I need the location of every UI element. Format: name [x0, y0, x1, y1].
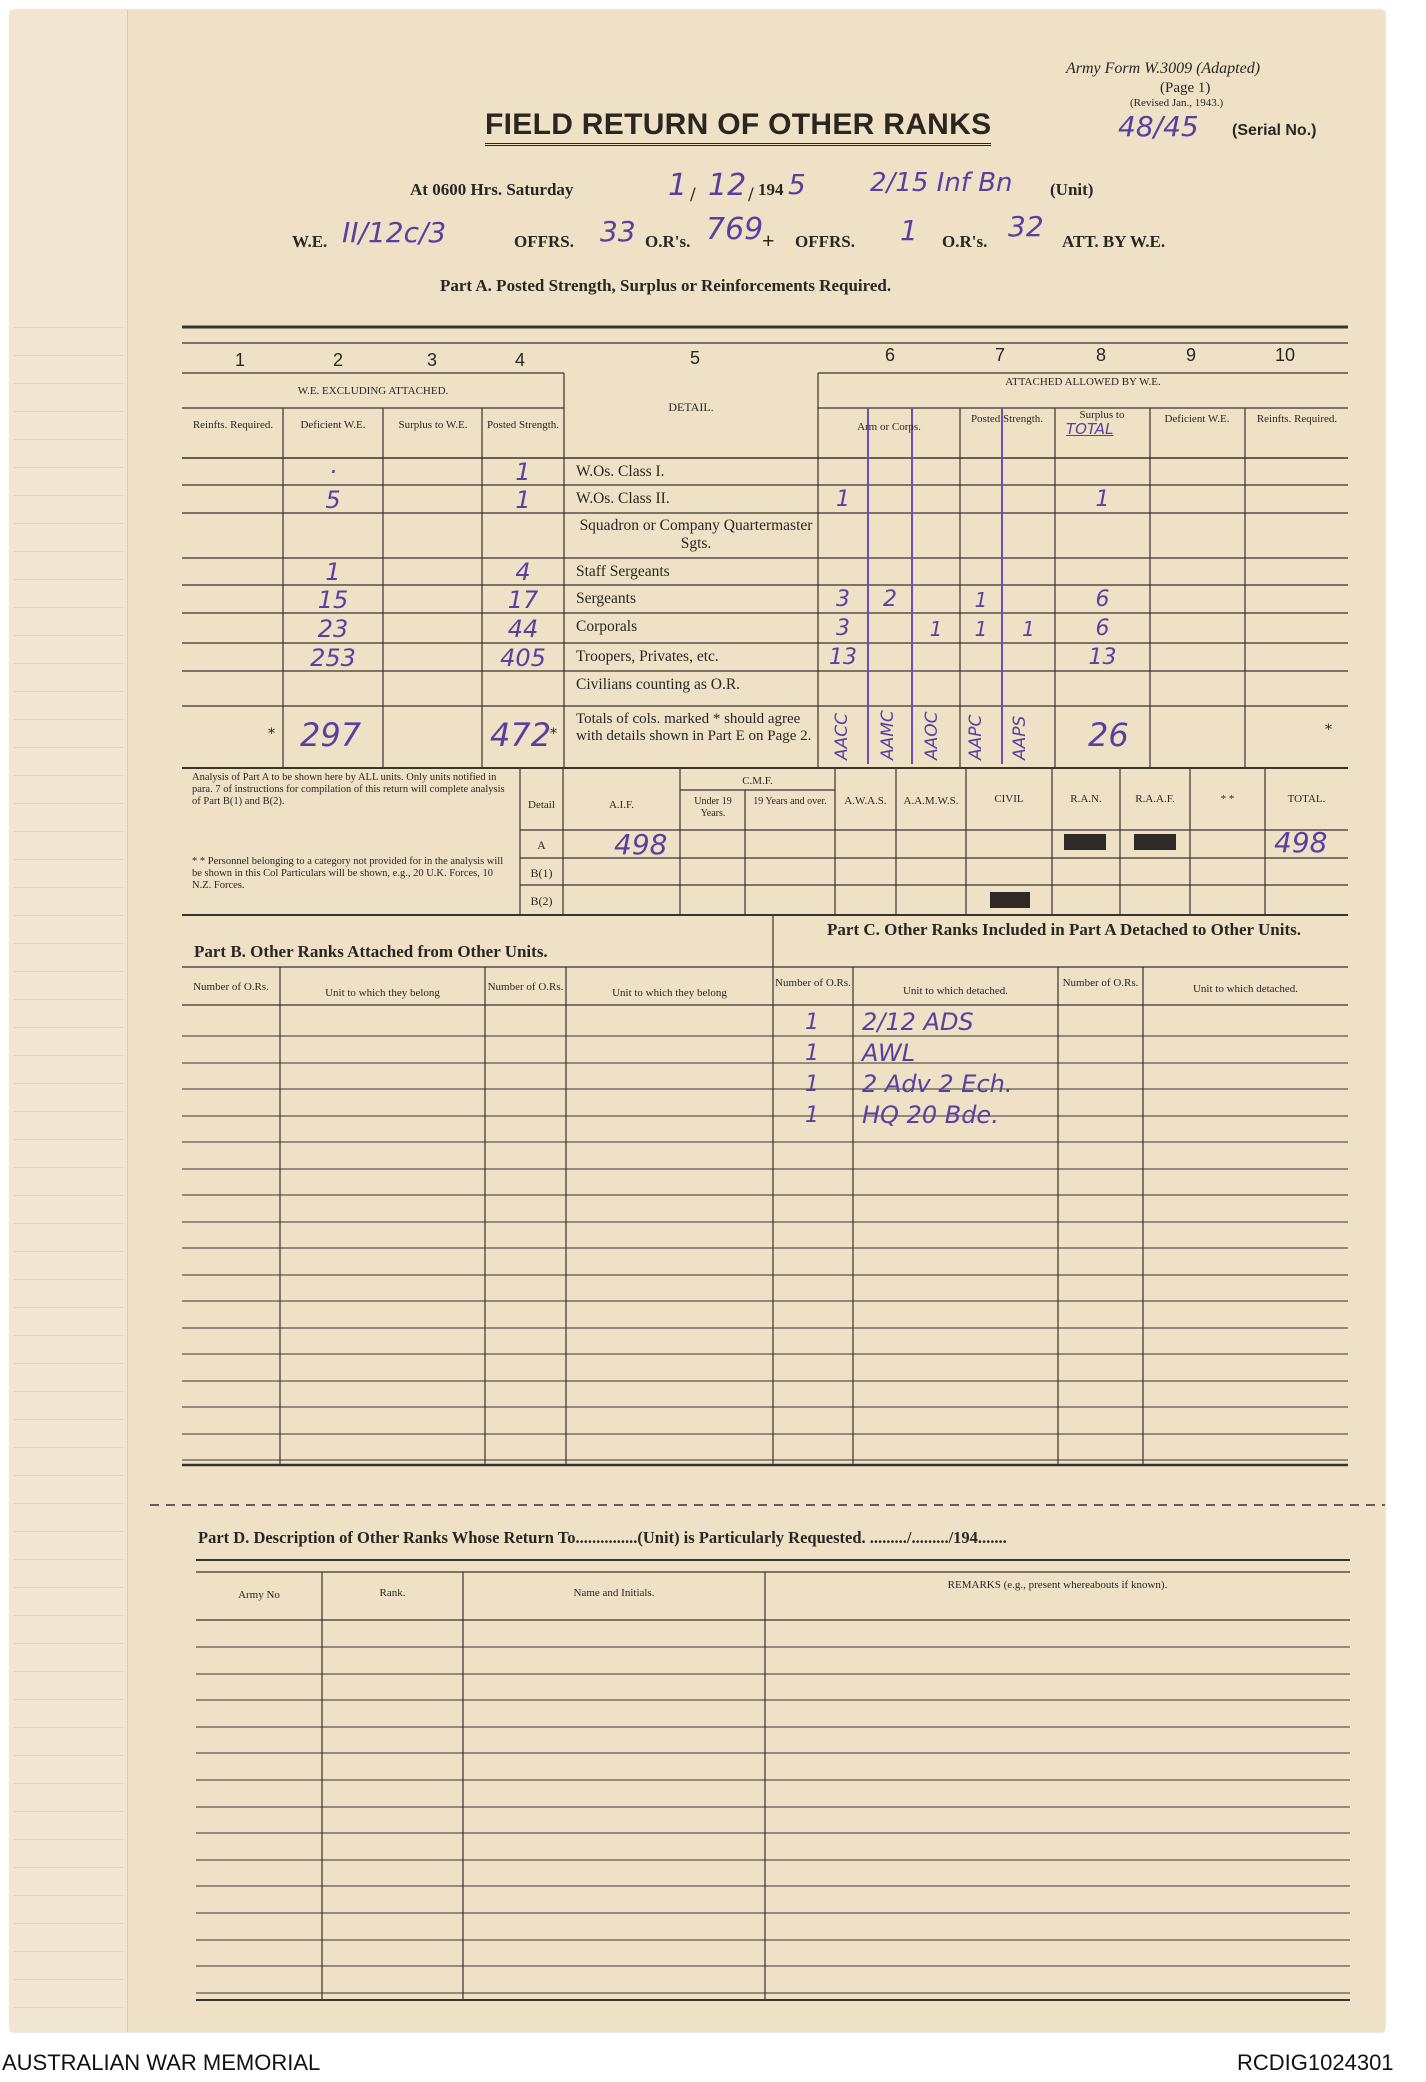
col-number-6: 6 — [885, 345, 896, 365]
col-number-3: 3 — [427, 350, 438, 370]
ors2-label: O.R's. — [942, 232, 988, 251]
row-label: Staff Sergeants — [576, 563, 670, 580]
corps-label: AAPS — [1010, 715, 1030, 760]
col-number-7: 7 — [995, 345, 1006, 365]
arm-corps-value: 13 — [829, 645, 857, 670]
attached-surplus-value: 13 — [1088, 645, 1117, 670]
part-c-num-header-2: Number of O.Rs. — [1062, 977, 1139, 989]
posted-strength-value: 44 — [507, 615, 539, 643]
arm-corps-value — [818, 460, 868, 485]
corps-sub-value-3: 1 — [1022, 617, 1035, 641]
part-b-unit-header-1: Unit to which they belong — [325, 987, 440, 999]
analysis-row-a: A — [537, 838, 546, 852]
raaf-header: R.A.A.F. — [1135, 793, 1175, 805]
attached-posted-value: 1 — [974, 617, 988, 641]
aif-header: A.I.F. — [608, 799, 635, 811]
deficient-we-value: 15 — [317, 586, 349, 614]
corps-sub-value-2 — [912, 560, 960, 585]
unit-label: (Unit) — [1050, 180, 1094, 199]
posted-strength-value — [482, 673, 564, 706]
part-b-unit-header-2: Unit to which they belong — [612, 987, 727, 999]
we-excluding-header: W.E. EXCLUDING ATTACHED. — [297, 385, 449, 397]
part-c-unit-header-2: Unit to which detached. — [1192, 983, 1299, 995]
attached-posted-value — [960, 645, 1002, 671]
serial-value: 48/45 — [1118, 110, 1199, 143]
att-posted-strength-header: Posted Strength. — [970, 413, 1044, 425]
corps-label: AAPC — [966, 714, 986, 760]
row-label: Squadron or Company Quartermaster Sgts. — [579, 517, 813, 552]
arm-or-corps-header: Arm or Corps. — [857, 421, 921, 433]
row-label: Troopers, Privates, etc. — [576, 648, 719, 665]
analysis-row-b1: B(1) — [530, 866, 553, 880]
total-deficient-we: 297 — [300, 716, 362, 754]
corps-sub-value-3 — [1002, 587, 1055, 613]
analysis-note: Analysis of Part A to be shown here by ALL units. Only units notified in para. 7 of instructions for compilation of this return will complete analysis of Part B(1) and B(2). — [192, 772, 505, 807]
arm-corps-value: 1 — [836, 487, 850, 512]
total-attached-surplus: 26 — [1088, 716, 1129, 754]
corps-label: AACC — [832, 713, 852, 760]
analysis-row-b2: B(2) — [530, 894, 553, 908]
col-number-2: 2 — [333, 350, 344, 370]
part-c-unit-header-1: Unit to which detached. — [902, 985, 1009, 997]
corps-sub-value — [868, 515, 912, 558]
arm-corps-value: 3 — [836, 587, 850, 612]
deficient-we-value: · — [329, 458, 337, 486]
ors2-value: 32 — [1008, 210, 1044, 243]
at-hours-label: At 0600 Hrs. Saturday — [410, 180, 574, 199]
posted-strength-value: 17 — [507, 586, 539, 614]
page-title: FIELD RETURN OF OTHER RANKS — [485, 108, 991, 146]
analysis-a-total: 498 — [1274, 826, 1328, 859]
totals-star-right: * — [550, 726, 557, 742]
under19-header: Under 19 Years. — [694, 796, 732, 819]
detached-count: 1 — [805, 1041, 819, 1066]
plus-sign: + — [762, 228, 775, 253]
att-surplus-header: Surplus to — [1079, 409, 1125, 421]
detached-unit: 2 Adv 2 Ech. — [862, 1070, 1013, 1098]
attached-surplus-value — [1055, 515, 1150, 558]
row-label: Sergeants — [576, 590, 636, 607]
attached-surplus-value — [1055, 673, 1150, 706]
attached-posted-value — [960, 460, 1002, 485]
corps-sub-value — [868, 615, 912, 643]
attached-surplus-value — [1055, 460, 1150, 485]
corps-sub-value-2 — [912, 515, 960, 558]
detached-unit: 2/12 ADS — [862, 1008, 974, 1036]
totals-label: Totals of cols. marked * should agree with details shown in Part E on Page 2. — [576, 711, 812, 744]
attached-posted-value — [960, 560, 1002, 585]
posted-strength-value: 405 — [500, 644, 546, 672]
detached-unit: AWL — [862, 1039, 916, 1067]
cmf-header: C.M.F. — [742, 775, 773, 787]
analysis-a-aif: 498 — [614, 828, 668, 861]
archive-caption: AUSTRALIAN WAR MEMORIAL — [2, 2050, 321, 2075]
detached-count: 1 — [805, 1010, 819, 1035]
ran-blackout — [1064, 834, 1106, 850]
surplus-we-header: Surplus to W.E. — [398, 419, 468, 431]
row-label: W.Os. Class II. — [576, 490, 670, 507]
arm-corps-value — [818, 560, 868, 585]
rank-header: Rank. — [379, 1587, 406, 1599]
corps-sub-value-2 — [912, 587, 960, 613]
part-b-heading: Part B. Other Ranks Attached from Other Units. — [194, 942, 548, 961]
deficient-we-value — [283, 673, 383, 706]
other-category-header: * * — [1220, 793, 1235, 805]
awas-header: A.W.A.S. — [844, 795, 887, 807]
corps-sub-value-2 — [912, 460, 960, 485]
row-label: W.Os. Class I. — [576, 463, 665, 480]
posted-strength-value: 1 — [515, 458, 531, 486]
remarks-header: REMARKS (e.g., present whereabouts if known). — [947, 1579, 1168, 1591]
analysis-total-header: TOTAL. — [1287, 793, 1326, 805]
col-number-8: 8 — [1096, 345, 1107, 365]
surplus-total-note: TOTAL — [1066, 420, 1114, 438]
corps-label: AAOC — [922, 711, 942, 760]
part-a-heading: Part A. Posted Strength, Surplus or Reinforcements Required. — [440, 276, 892, 295]
detail-header: DETAIL. — [668, 400, 714, 414]
posted-strength-value: 1 — [515, 486, 531, 514]
year-suffix: 5 — [788, 168, 806, 201]
corps-sub-value-3 — [1002, 460, 1055, 485]
deficient-we-value — [283, 515, 383, 558]
offrs2-value: 1 — [900, 214, 918, 247]
corps-sub-value — [868, 487, 912, 513]
totals-star-left: * — [268, 726, 275, 742]
col-number-4: 4 — [515, 350, 526, 370]
arm-corps-value — [818, 515, 868, 558]
attached-posted-value — [960, 673, 1002, 706]
date-day: 1 — [668, 168, 688, 203]
row-label: Civilians counting as O.R. — [576, 676, 741, 693]
col-number-10: 10 — [1275, 345, 1296, 365]
col-number-1: 1 — [235, 350, 246, 370]
col-number-9: 9 — [1186, 345, 1197, 365]
att-label: ATT. BY W.E. — [1062, 232, 1166, 251]
civil-blackout — [990, 892, 1030, 908]
we-value: II/12c/3 — [342, 216, 447, 249]
serial-label: (Serial No.) — [1232, 122, 1317, 139]
detached-unit: HQ 20 Bde. — [862, 1101, 999, 1129]
date-month: 12 — [708, 168, 747, 203]
archive-reference: RCDIG1024301 — [1237, 2050, 1394, 2075]
arm-corps-value — [818, 673, 868, 706]
offrs2-label: OFFRS. — [795, 232, 855, 251]
row-label: Corporals — [576, 618, 638, 635]
deficient-we-header: Deficient W.E. — [300, 419, 366, 431]
total-posted-strength: 472 — [490, 716, 552, 754]
part-b-num-header-2: Number of O.Rs. — [487, 981, 564, 993]
attached-posted-value — [960, 515, 1002, 558]
attached-posted-value — [960, 487, 1002, 513]
raaf-blackout — [1134, 834, 1176, 850]
analysis-detail-header: Detail — [528, 799, 555, 811]
col-number-5: 5 — [690, 348, 701, 368]
attached-surplus-value: 6 — [1095, 616, 1110, 641]
detached-count: 1 — [805, 1103, 819, 1128]
offrs-value: 33 — [600, 215, 636, 248]
detached-count: 1 — [805, 1072, 819, 1097]
part-c-num-header-1: Number of O.Rs. — [775, 977, 851, 989]
deficient-we-value: 5 — [325, 486, 341, 514]
deficient-we-value: 1 — [325, 558, 341, 586]
corps-sub-value — [868, 645, 912, 671]
name-initials-header: Name and Initials. — [573, 1587, 655, 1599]
arm-corps-value: 3 — [836, 616, 850, 641]
ors-value: 769 — [706, 212, 764, 247]
deficient-we-value: 23 — [317, 615, 349, 643]
part-d-heading: Part D. Description of Other Ranks Whose Return To...............(Unit) is Particularly Requested. ........./........./194....... — [198, 1528, 1007, 1547]
totals-star-far-right: * — [1325, 722, 1332, 738]
corps-sub-value: 2 — [883, 587, 897, 612]
corps-sub-value — [868, 560, 912, 585]
corps-sub-value — [868, 673, 912, 706]
over19-header: 19 Years and over. — [753, 796, 827, 807]
corps-sub-value-3 — [1002, 515, 1055, 558]
form-name: Army Form W.3009 (Adapted) — [1066, 60, 1261, 77]
attached-surplus-value: 6 — [1095, 587, 1110, 612]
aamws-header: A.A.M.W.S. — [903, 795, 959, 807]
attached-surplus-value — [1055, 560, 1150, 585]
att-deficient-header: Deficient W.E. — [1164, 413, 1230, 425]
form-revised: (Revised Jan., 1943.) — [1130, 97, 1224, 109]
corps-sub-value-2 — [912, 673, 960, 706]
corps-sub-value-3 — [1002, 560, 1055, 585]
attached-allowed-header: ATTACHED ALLOWED BY W.E. — [1005, 376, 1161, 388]
att-reinfts-header: Reinfts. Required. — [1256, 413, 1338, 425]
part-b-num-header-1: Number of O.Rs. — [193, 981, 269, 993]
corps-sub-value-2 — [912, 487, 960, 513]
ors-label: O.R's. — [645, 232, 691, 251]
posted-strength-header: Posted Strength. — [486, 419, 560, 431]
posted-strength-value — [482, 515, 564, 558]
deficient-we-value: 253 — [310, 644, 356, 672]
part-c-heading: Part C. Other Ranks Included in Part A Detached to Other Units. — [827, 920, 1301, 939]
posted-strength-value: 4 — [515, 558, 531, 586]
corps-sub-value-2: 1 — [929, 617, 943, 641]
corps-sub-value — [868, 460, 912, 485]
attached-surplus-value: 1 — [1095, 487, 1110, 512]
we-label: W.E. — [292, 232, 328, 251]
corps-sub-value-3 — [1002, 645, 1055, 671]
attached-posted-value: 1 — [974, 588, 988, 612]
reinfts-required-header: Reinfts. Required. — [192, 419, 274, 431]
civil-header: CIVIL — [994, 793, 1024, 805]
corps-sub-value-3 — [1002, 487, 1055, 513]
corps-sub-value-3 — [1002, 673, 1055, 706]
form-page: (Page 1) — [1160, 80, 1211, 96]
year-prefix: 194 — [758, 180, 784, 199]
corps-label: AAMC — [878, 710, 898, 760]
analysis-footnote: * * Personnel belonging to a category not provided for in the analysis will be shown in this Col Particulars will be shown, e.g., 20 U.K. Forces, 10 N.Z. Forces. — [192, 856, 504, 891]
corps-sub-value-2 — [912, 645, 960, 671]
ran-header: R.A.N. — [1070, 793, 1102, 805]
unit-value: 2/15 Inf Bn — [870, 168, 1013, 198]
army-no-header: Army No — [238, 1589, 280, 1601]
offrs-label: OFFRS. — [514, 232, 574, 251]
